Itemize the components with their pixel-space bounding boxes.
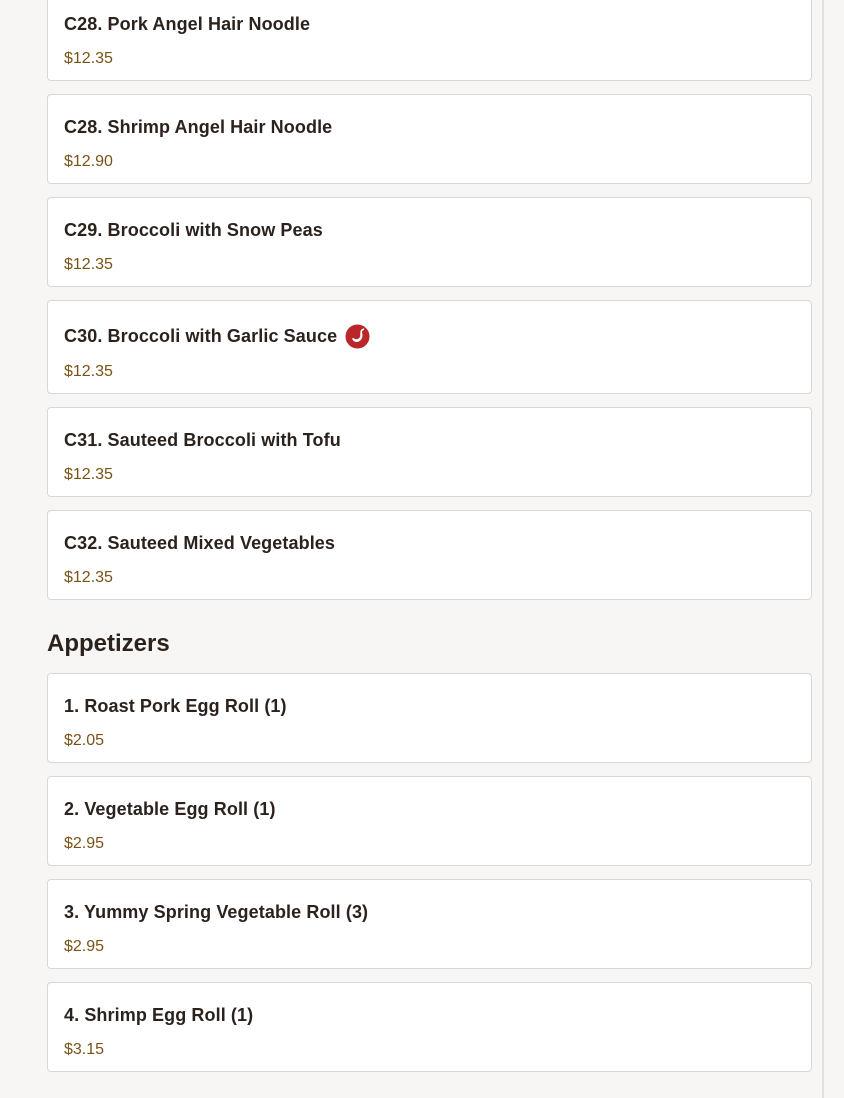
item-name-row (64, 430, 341, 451)
item-price: $12.35 (64, 50, 113, 67)
item-price: $12.35 (64, 569, 113, 586)
item-name: 4. Shrimp Egg Roll (1) (64, 1005, 254, 1025)
item-name-row (64, 220, 323, 241)
item-name: C29. Broccoli with Snow Peas (64, 220, 323, 240)
section-title-appetizers: Appetizers (47, 630, 170, 657)
item-price: $12.35 (64, 256, 113, 273)
menu-item-shrimp-angel-hair-noodle[interactable] (47, 94, 812, 184)
item-name-row (64, 1005, 253, 1026)
item-price: $2.95 (64, 835, 105, 852)
menu-item-broccoli-with-snow-peas[interactable] (47, 197, 812, 287)
item-name-row (64, 117, 332, 138)
item-name-row (64, 533, 335, 554)
menu-item-vegetable-egg-roll[interactable] (47, 776, 812, 866)
item-name-row (64, 14, 310, 35)
item-price: $12.90 (64, 153, 113, 170)
item-name-row (64, 799, 276, 820)
menu-list (47, 0, 812, 1085)
item-name: C28. Pork Angel Hair Noodle (64, 14, 311, 34)
item-name-row (64, 323, 370, 349)
item-price: $3.15 (64, 1041, 105, 1058)
item-price: $2.95 (64, 938, 105, 955)
page-right-border (822, 0, 824, 1098)
item-name: 1. Roast Pork Egg Roll (1) (64, 696, 287, 716)
item-name: C28. Shrimp Angel Hair Noodle (64, 117, 333, 137)
item-name: C31. Sauteed Broccoli with Tofu (64, 430, 341, 450)
item-price: $2.05 (64, 732, 105, 749)
menu-item-sauteed-mixed-vegetables[interactable] (47, 510, 812, 600)
menu-item-roast-pork-egg-roll[interactable] (47, 673, 812, 763)
menu-item-sauteed-broccoli-with-tofu[interactable] (47, 407, 812, 497)
item-name: C30. Broccoli with Garlic Sauce (64, 325, 338, 346)
menu-item-broccoli-with-garlic-sauce[interactable] (47, 300, 812, 394)
item-price: $12.35 (64, 363, 113, 380)
item-price: $12.35 (64, 466, 113, 483)
menu-item-pork-angel-hair-noodle[interactable] (47, 0, 812, 81)
chili-pepper-icon (345, 324, 370, 349)
item-name: C32. Sauteed Mixed Vegetables (64, 533, 336, 553)
item-name-row (64, 902, 368, 923)
menu-item-yummy-spring-vegetable-roll[interactable] (47, 879, 812, 969)
item-name: 3. Yummy Spring Vegetable Roll (3) (64, 902, 369, 922)
item-name-row (64, 696, 287, 717)
menu-item-shrimp-egg-roll[interactable] (47, 982, 812, 1072)
item-name: 2. Vegetable Egg Roll (1) (64, 799, 276, 819)
